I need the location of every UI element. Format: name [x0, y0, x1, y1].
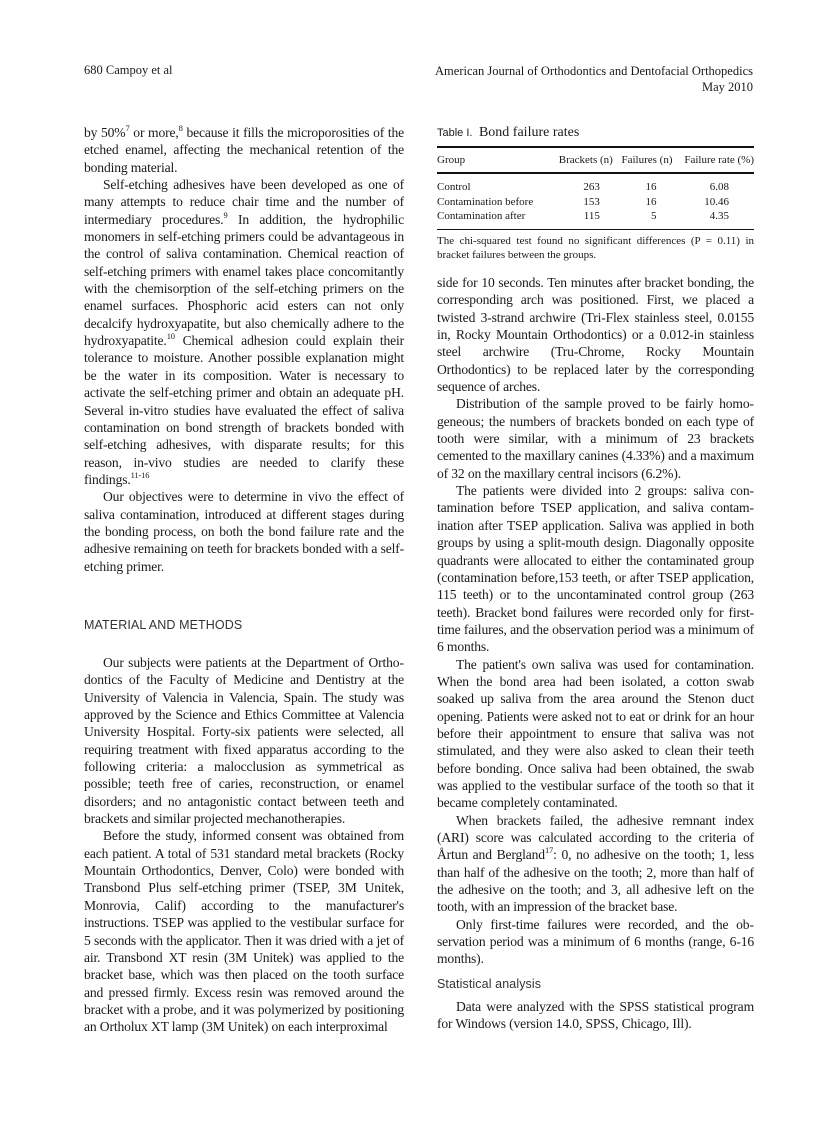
table-footnote: The chi-squared test found no significant differences (P = 0.11) in bracket failures between the groups. [437, 234, 754, 261]
right-column-statistics [437, 998, 754, 1033]
cell-brackets: 153 [583, 195, 600, 208]
running-header-right [435, 63, 753, 95]
cell-group: Contamination after [437, 210, 526, 222]
paragraph-text: In addition, the hydrophilic monomers in self-etching primers could be advantageous in the control of saliva contamination. Chemical reaction of self-etching primers with enamel takes place concomitantly with the chemisorption of the self-etching primers on the enamel surfaces. Phosphoric acid esters can not only decalcify hydroxyapatite, but also chemically adhere to the hydroxyapatite. [84, 211, 405, 349]
table-row [437, 209, 754, 229]
citation-superscript: 10 [166, 331, 175, 342]
paragraph-text: by 50% [84, 125, 126, 140]
paragraph [437, 395, 754, 482]
paragraph-text: Before the study, informed consent was obtained from each patient. A total of 531 standard metal brackets (Rocky Mountain Orthodontics, Denver, Colo) were bonded with Transbond Plus self-etching primer (TSEP, 3M Unitek, Monrovia, Calif) according to the manufacturer's instructions. TSEP was applied to the vestibular surface for 5 seconds with the applicator. Then it was dried with a jet of air. Transbond XT resin (3M Unitek) was applied to the bracket base, which was then placed on the tooth surface and pressed firmly. Excess resin was removed around the bracket with a probe, and it was polymerized by positioning an Ortholux XT lamp (3M Unitek) on each interproximal [84, 828, 404, 1035]
citation-superscript: 7 [125, 123, 130, 133]
cell-failures: 5 [651, 210, 657, 222]
paragraph [437, 482, 754, 655]
paragraph [84, 176, 404, 488]
paragraph-text: Our subjects were patients at the Department of Orthodontics of the Faculty of Medicine and Dentistry at the University of Valencia in Valencia, Spain. The study was approved by the Science and Ethics Committee at Valencia University Hospital. Forty-six patients were selected, all requiring treatment with fixed apparatus according to the following criteria: a malocclusion as symmetrical as possible; teeth free of caries, reconstruction, or enamel disorders; and no antagonistic contact between teeth and brackets and similar projected mechanotherapies. [84, 655, 404, 827]
journal-name: American Journal of Orthodontics and Dentofacial Orthopedics [435, 64, 753, 78]
citation-superscript: 9 [223, 209, 228, 220]
paragraph [437, 274, 754, 395]
column-header: Brackets (n) [558, 154, 613, 166]
table-row [437, 195, 754, 210]
left-column-methods [84, 654, 404, 1036]
cell-failures: 16 [645, 181, 657, 193]
paragraph [84, 827, 404, 1035]
table-row [437, 173, 754, 195]
paragraph-text: When brackets failed, the adhesive remnant index (ARI) score was calculated according to the criteria of Årtun and Bergland [437, 812, 754, 863]
table-label: Table I. [437, 127, 473, 139]
paragraph-text: because it fills the microporosities of the etched enamel, affecting the mechanical retention of the bonding material. [84, 125, 404, 175]
paragraph-text: Our objectives were to determine in vivo the effect of saliva contamination, introduced at different stages during the bonding process, on both the bond failure rate and the adhesive remaining on teeth for brackets bonded with a self-etching primer. [84, 489, 404, 574]
section-heading-statistics: Statistical analysis [437, 977, 542, 991]
paragraph-text: The patient's own saliva was used for contamination. When the bond area had been isolated, a cotton swab soaked up saliva from the area around the Stenon duct opening. Patients were asked not to eat or drink for an hour before their appointment to ensure that saliva was not stimulated, and they were also asked to clean their teeth before bonding. Once saliva had been obtained, the swab was applied to the vestibular surface of the tooth so that it became completely contaminated. [437, 656, 754, 811]
cell-rate: 4.35 [709, 210, 729, 222]
citation-superscript: 17 [544, 845, 554, 856]
paragraph-text: The patients were divided into 2 groups: saliva contamination before TSEP application, and saliva contamination after TSEP application. Saliva was applied in both groups by using a split-mouth design. Diagonally opposite quadrants were allocated to either the contaminated group (contamination before,153 teeth, or after TSEP application, 115 teeth) or to the uncontaminated control group (263 teeth). Bracket bond failures were recorded only for first-time failures, and the observation period was a minimum of 6 months. [437, 483, 754, 655]
paragraph [437, 656, 754, 812]
citation-superscript: 11-16 [130, 469, 150, 480]
cell-brackets: 115 [583, 210, 600, 222]
left-column-intro [84, 124, 404, 575]
bond-failure-table [437, 125, 754, 262]
cell-group: Contamination before [437, 195, 534, 208]
column-header: Failures (n) [621, 154, 673, 166]
paragraph [84, 124, 404, 176]
paragraph [437, 812, 754, 916]
issue-date: May 2010 [701, 80, 753, 94]
paragraph-text: Distribution of the sample proved to be fairly homogeneous; the numbers of brackets bonded on each type of tooth were similar, with a minimum of 23 brackets cemented to the maxillary canines (4.33%) and a maximum of 32 on the maxillary central incisors (6.2%). [437, 396, 754, 481]
column-header: Failure rate (%) [684, 154, 754, 166]
cell-brackets: 263 [583, 181, 600, 193]
table-header-row [437, 147, 754, 173]
running-header-left: 680 Campoy et al [84, 63, 173, 77]
table-caption [437, 125, 754, 141]
cell-group: Control [437, 181, 471, 193]
paragraph-text: : 0, no adhesive on the tooth; 1, less than half of the adhesive on the tooth; 2, more than half of the adhesive on the tooth; and 3, all adhesive left on the tooth, with an impression of the bracket base. [437, 847, 754, 915]
section-heading-methods: MATERIAL AND METHODS [84, 618, 243, 632]
paragraph-text: Self-etching adhesives have been developed as one of many attempts to reduce chair time and the number of intermediary procedures. [84, 177, 404, 227]
paragraph [437, 998, 754, 1033]
column-header: Group [437, 154, 466, 166]
data-table [437, 146, 754, 230]
right-column-body [437, 274, 754, 968]
paragraph [84, 488, 404, 575]
paragraph-text: or more, [129, 125, 179, 140]
table-title: Bond failure rates [478, 125, 580, 140]
cell-failures: 16 [645, 195, 657, 208]
paragraph [84, 654, 404, 827]
paragraph [437, 916, 754, 968]
cell-rate: 10.46 [704, 195, 729, 208]
paragraph-text: Chemical adhesion could explain their tolerance to moisture. Another possible explanation might be the water in its composition. Water is necessary to activate the self-etching primer and obtain an adequate pH. Several in-vitro studies have evaluated the effect of saliva contamination on bond strength of brackets bonded with self-etching adhesives, with disparate results; for this reason, in-vivo studies are needed to clarify these findings. [84, 333, 404, 487]
paragraph-text: Data were analyzed with the SPSS statistical program for Windows (version 14.0, SPSS, Chicago, Ill). [437, 999, 754, 1032]
cell-rate: 6.08 [709, 181, 729, 193]
paragraph-text: side for 10 seconds. Ten minutes after bracket bonding, the corresponding arch was positioned. First, we placed a twisted 3-strand archwire (Tri-Flex stainless steel, 0.0155 in, Rocky Mountain Orthodontics) or a 0.012-in stainless steel archwire (Tru-Chrome, Rocky Mountain Orthodontics) to be replaced later by the corresponding sequence of arches. [437, 275, 754, 395]
citation-superscript: 8 [178, 123, 183, 133]
paragraph-text: Only first-time failures were recorded, and the observation period was a minimum of 6 months (range, 6-16 months). [437, 916, 754, 967]
